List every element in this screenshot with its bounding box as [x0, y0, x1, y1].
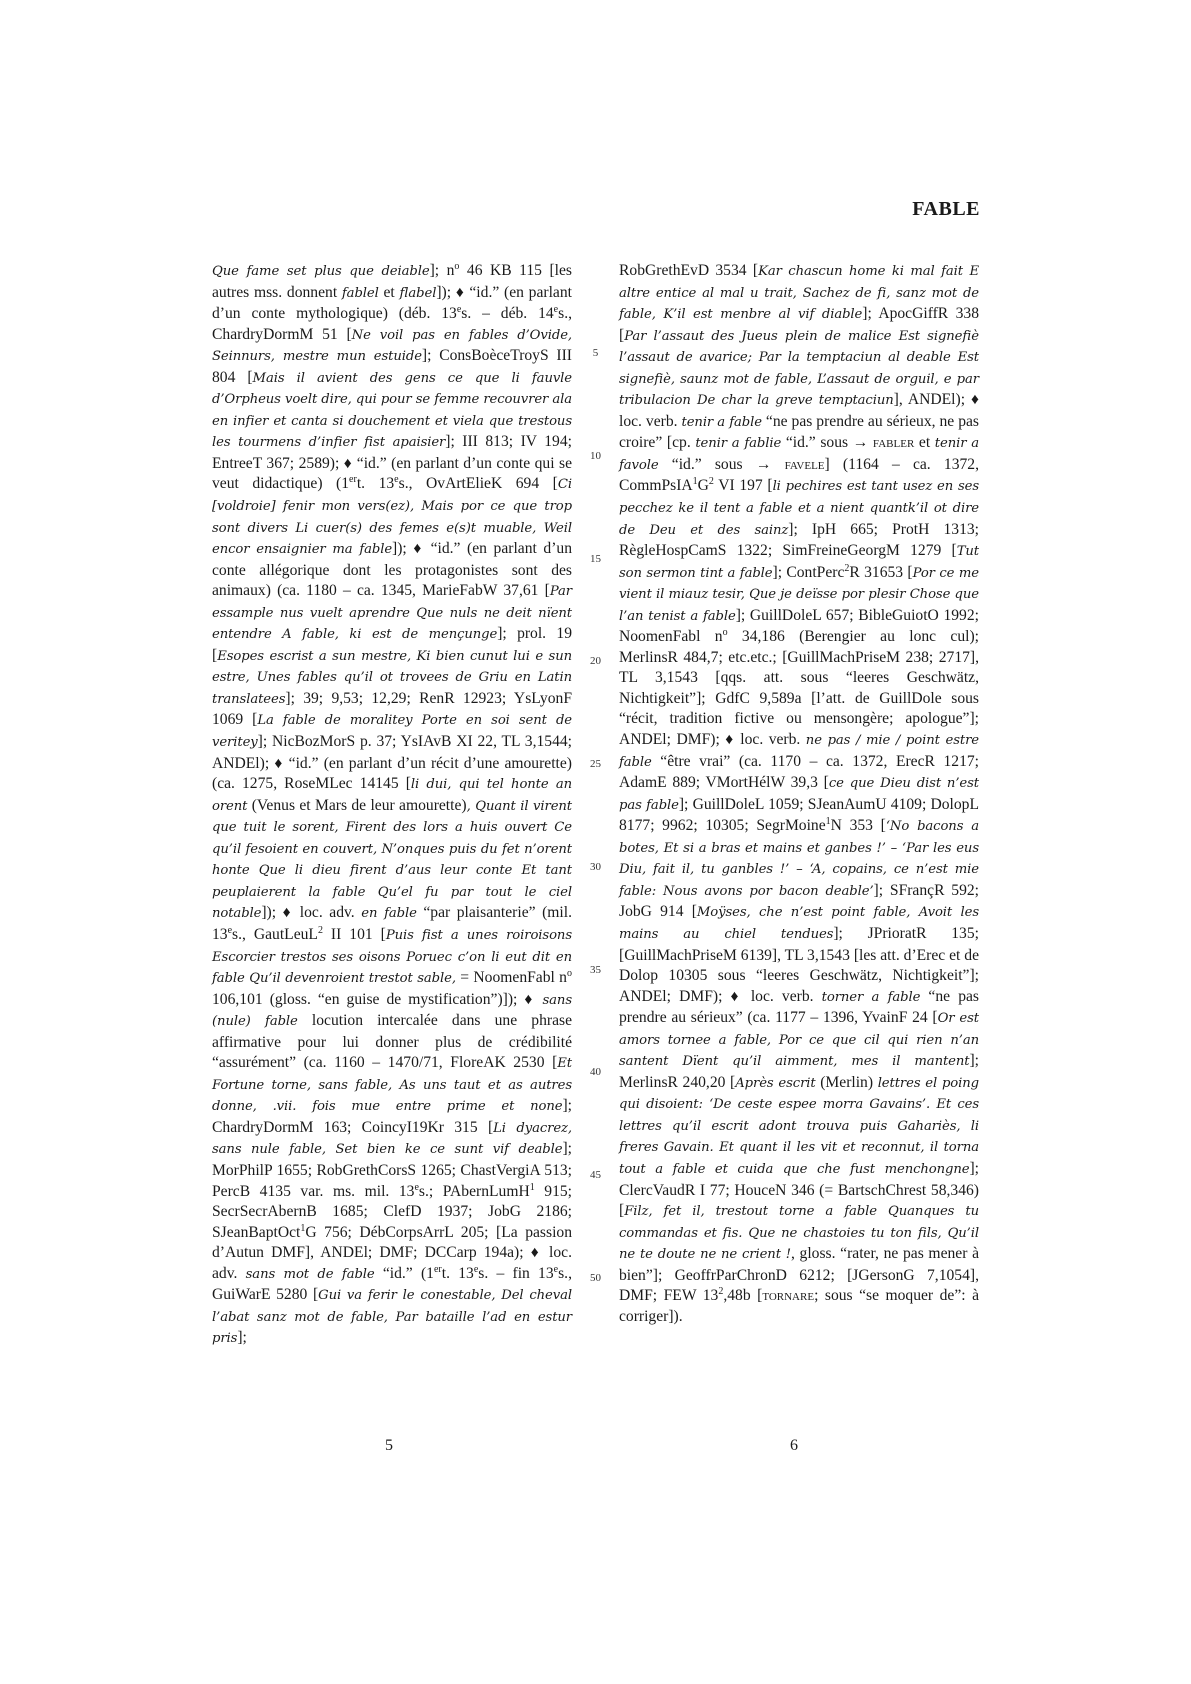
line-number: 35: [590, 963, 601, 976]
line-number: 50: [590, 1271, 601, 1284]
italic-citation: tenir a favole: [619, 436, 979, 473]
italic-citation: Que fame set plus que deiable: [212, 264, 430, 279]
italic-citation: Par essample nus vuelt aprendre Que nuls ne deit nïent entendre A fable, ki est de mençunge: [212, 584, 572, 643]
line-number: 30: [590, 860, 601, 873]
italic-citation: ne pas / mie / point estre fable: [619, 733, 979, 770]
italic-citation: sans mot de fable: [245, 1266, 375, 1282]
italic-citation: Mais il avient des gens ce que li fauvle d’Orpheus voelt dire, qui pour se femme recouvrer ala en infier et canta si douchement et viela que trestous les tourmens d’infier fist apaisier: [212, 370, 573, 451]
italic-citation: Et Fortune torne, sans fable, As uns taut et as autres donne, .vii. fois mue entre prime et none: [212, 1056, 572, 1115]
italic-citation: li dui, qui tel honte an orent: [212, 777, 572, 814]
superscript: o: [722, 627, 728, 639]
italic-citation: lettres el poing qui disoient: ‘De ceste espee morra Gavains’. Et ces lettres qu’il escrit adont trouva puis Gahariès, li freres Gavain. Et quant il les vit et reconnut, il torna tout a fable et cuida que che fust menchongne: [619, 1075, 979, 1177]
small-caps-ref: fabler: [872, 434, 915, 452]
italic-citation: Après escrit: [735, 1075, 816, 1091]
italic-citation: fablel: [341, 285, 379, 301]
superscript: er: [349, 474, 357, 486]
line-number: 40: [590, 1066, 601, 1079]
superscript: e: [456, 303, 462, 315]
italic-citation: Ci [voldroie] fenir mon vers(ez), Mais por ce que trop sont divers Li cuer(s) des femes e(s)t muable, Weil encor ensaignier ma fable: [212, 477, 572, 558]
italic-citation: Puis fist a unes roiroisons Escorcier trestos ses oisons Poruec c’on li eut dit en fable Qu’il devenroient trestot sable,: [212, 927, 572, 987]
right-column: [619, 261, 979, 1327]
superscript: o: [454, 260, 460, 272]
italic-citation: li pechires est tant usez en ses pecchez ke il tent a fable et a nient quantk’il ot dire de Deu et des sainz: [619, 479, 979, 538]
superscript: er: [433, 1263, 442, 1275]
line-number: 45: [590, 1169, 601, 1182]
line-number: 10: [590, 449, 601, 462]
page-headword: FABLE: [912, 198, 980, 220]
line-number-gutter: [572, 261, 619, 1301]
line-number: 20: [590, 655, 601, 668]
italic-citation: ‘No bacons a botes, Et si a bras et mains et ganbes !’ – ‘Par les eus Diu, fait il, tu ganbles !’ – ‘A, copains, ce n’est mie fable: Nous avons por bacon deable’: [619, 819, 979, 899]
superscript: 1: [692, 476, 698, 488]
italic-citation: Gui va ferir le conestable, Del cheval l’abat sanz mot de fable, Par bataille l’ad en estur pris: [212, 1288, 572, 1347]
italic-citation: tenir a fablie: [695, 436, 782, 452]
superscript: e: [553, 1263, 559, 1275]
superscript: 2: [844, 562, 850, 574]
line-number: 15: [590, 552, 601, 565]
page-number-right: 6: [790, 1437, 798, 1454]
superscript: 1: [825, 816, 831, 828]
superscript: 2: [708, 476, 714, 488]
right-column-text: RobGrethEvD 3534 [Kar chascun home ki mal fait E altre entice al mal u trait, Sachez de fi, sanz mot de fable, K’il est menbre al vif diable]; ApocGiffR 338 [Par l’assaut des Jueus plein de malice Est signefiè l’assaut de avarice; Par la temptaciun al deable Est signefiè, saunz mot de fable, L’assaut de orguil, e par tribulacion De char la greve temptaciun], ANDEl); ♦ loc. verb. tenir a fable “ne pas prendre au sérieux, ne pas croire” [cp. tenir a fablie “id.” sous → fabler et tenir a favole “id.” sous → favele] (1164 – ca. 1372, $CommPsIA^1G^2$ VI 197 [li pechires est tant usez en ses pecchez ke il tent a fable et a nient quantk’il ot dire de Deu et des sainz]; IpH 665; ProtH 1313; RègleHospCamS 1322; SimFreineGeorgM 1279 [Tut son sermon tint a fable]; ContPerc$^2$R 31653 [Por ce me vient il miauz tesir, Que je deïsse por plesir Chose que l’an tenist a fable]; GuillDoleL 657; BibleGuiotO 1992; NoomenFabl $n^o$ 34,186 (Berengier au lonc cul); MerlinsR 484,7; etc.etc.; [GuillMachPriseM 238; 2717], TL 3,1543 [qqs. att. sous “leeres Geschwätz, Nichtigkeit”]; GdfC 9,589a [l’att. de GuillDole sous “récit, tradition fictive ou mensongère; apologue”]; ANDEl; DMF); ♦ loc. verb. ne pas / mie / point estre fable “être vrai” (ca. 1170 – ca. 1372, ErecR 1217; AdamE 889; VMortHélW 39,3 [ce que Dieu dist n’est pas fable]; GuillDoleL 1059; SJeanAumU 4109; DolopL 8177; 9962; 10305; SegrMoine$^1$N 353 [‘No bacons a botes, Et si a bras et mains et ganbes !’ – ‘Par les eus Diu, fait il, tu ganbles !’ – ‘A, copains, ce n’est mie fable: Nous avons por bacon deable’]; SFrançR 592; JobG 914 [Moÿses, che n’est point fable, Avoit les mains au chiel tendues]; JPrioratR 135; [GuillMachPriseM 6139], TL 3,1543 [les att. d’Erec et de Dolop 10305 sous “leeres Geschwätz, Nichtigkeit”]; ANDEl; DMF); ♦ loc. verb. torner a fable “ne pas prendre au sérieux” (ca. 1177 – 1396, YvainF 24 [Or est amors tornee a fable, Por ce que cil qui rien n’an santent Dïent qu’il aimment, mes il mantent]; MerlinsR 240,20 [Après escrit (Merlin) lettres el poing qui disoient: ‘De ceste espee morra Gavains’. Et ces lettres qu’il escrit adont trouva puis Gahariès, li freres Gavain. Et quant il les vit et reconnut, il torna tout a fable et cuida que che fust menchongne]; ClercVaudR I 77; HouceN 346 (= BartschChrest 58,346) [Filz, fet il, trestout torne a fable Quanques tu commandas et fis. Que ne chastoies tu ton fils, Qu’il ne te doute ne ne crient !, gloss. “rater, ne pas mener à bien”]; GeoffrParChronD 6212; [JGersonG 7,1054], DMF; FEW $13^2,48b$ [tornare; sous “se moquer de”: à corriger]).: [619, 262, 980, 1325]
superscript: e: [414, 1181, 419, 1193]
italic-citation: torner a fable: [821, 989, 921, 1005]
italic-citation: flabel: [399, 285, 437, 301]
italic-citation: Or est amors tornee a fable, Por ce que cil qui rien n’an santent Dïent qu’il aimment, mes il mantent: [619, 1011, 979, 1070]
italic-citation: , Quant il virent que tuit le sorent, Firent des lors a huis ouvert Ce qu’il fesoient en couvert, N’onques puis du fet n’orent honte Que li dieu firent d’aus leur conte Et tant peuplaierent la fable Qu’el fu par tout le ciel notable: [212, 798, 572, 922]
superscript: e: [394, 474, 399, 486]
superscript: o: [566, 967, 572, 979]
superscript: 1: [300, 1222, 306, 1234]
italic-citation: Ne voil pas en fables d’Ovide, Seinnurs, mestre mun estuide: [212, 327, 572, 365]
superscript: e: [473, 1263, 479, 1275]
superscript: e: [227, 924, 233, 936]
line-number: 25: [590, 758, 601, 771]
italic-citation: ce que Dieu dist n’est pas fable: [619, 776, 979, 813]
left-column-text: Que fame set plus que deiable]; $n^o$ 46 KB 115 [les autres mss. donnent fablel et flabel]); ♦ “id.” (en parlant d’un conte mythologique) (déb. 13es. – déb. 14es., ChardryDormM 51 [Ne voil pas en fables d’Ovide, Seinnurs, mestre mun estuide]; ConsBoèceTroyS III 804 [Mais il avient des gens ce que li fauvle d’Orpheus voelt dire, qui pour se femme recouvrer ala en infier et canta si douchement et viela que trestous les tourmens d’infier fist apaisier]; III 813; IV 194; EntreeT 367; 2589); ♦ “id.” (en parlant d’un conte qui se veut didactique) (1ert. 13es., OvArtElieK 694 [Ci [voldroie] fenir mon vers(ez), Mais por ce que trop sont divers Li cuer(s) des femes e(s)t muable, Weil encor ensaignier ma fable]); ♦ “id.” (en parlant d’un conte allégorique dont les protagonistes sont des animaux) (ca. 1180 – ca. 1345, MarieFabW 37,61 [Par essample nus vuelt aprendre Que nuls ne deit nïent entendre A fable, ki est de mençunge]; prol. 19 [Esopes escrist a sun mestre, Ki bien cunut lui e sun estre, Unes fables qu’il ot trovees de Griu en Latin translatees]; 39; 9,53; 12,29; RenR 12923; YsLyonF 1069 [La fable de moralitey Porte en soi sent de veritey]; NicBozMorS p. 37; YsIAvB XI 22, TL 3,1544; ANDEl); ♦ “id.” (en parlant d’un récit d’une amourette) (ca. 1275, RoseMLec 14145 [li dui, qui tel honte an orent (Venus et Mars de leur amourette), Quant il virent que tuit le sorent, Firent des lors a huis ouvert Ce qu’il fesoient en couvert, N’onques puis du fet n’orent honte Que li dieu firent d’aus leur conte Et tant peuplaierent la fable Qu’el fu par tout le ciel notable]); ♦ loc. adv. en fable “par plaisanterie” (mil. 13es., GautLeuL$^2$ II 101 [Puis fist a unes roiroisons Escorcier trestos ses oisons Poruec c’on li eut dit en fable Qu’il devenroient trestot sable, = NoomenFabl $n^o$ 106,101 (gloss. “en guise de mystification”)]); ♦ sans (nule) fable locution intercalée dans une phrase affirmative pour lui donner plus de crédibilité “assurément” (ca. 1160 – 1470/71, FloreAK 2530 [Et Fortune torne, sans fable, As uns taut et as autres donne, .vii. fois mue entre prime et none]; ChardryDormM 163; CoincyI19Kr 315 [Li dyacrez, sans nule fable, Set bien ke ce sunt vif deable]; MorPhilP 1655; RobGrethCorsS 1265; ChastVergiA 513; PercB 4135 var. ms. mil. 13es.; PAbernLumH$^1$ 915; SecrSecrAbernB 1685; ClefD 1937; JobG 2186; SJeanBaptOct$^1$G 756; DébCorpsArrL 205; [La passion d’Autun DMF], ANDEl; DMF; DCCarp 194a); ♦ loc. adv. sans mot de fable “id.” (1ert. 13es. – fin 13es., GuiWarE 5280 [Gui va ferir le conestable, Del cheval l’abat sanz mot de fable, Par bataille l’ad en estur pris];: [212, 260, 573, 1347]
superscript: 2: [718, 1286, 724, 1298]
superscript: 1: [529, 1181, 535, 1193]
small-caps-ref: tornare: [762, 1287, 815, 1305]
superscript: e: [553, 303, 559, 315]
italic-citation: La fable de moralitey Porte en soi sent de veritey: [212, 713, 573, 751]
italic-citation: Por ce me vient il miauz tesir, Que je deïsse por plesir Chose que l’an tenist a fable: [619, 565, 979, 624]
italic-citation: sans (nule) fable: [212, 992, 572, 1030]
small-caps-ref: favele: [784, 455, 825, 473]
italic-citation: Filz, fet il, trestout torne a fable Quanques tu commandas et fis. Que ne chastoies tu ton fils, Qu’il ne te doute ne ne crient !: [619, 1204, 979, 1263]
italic-citation: Moÿses, che n’est point fable, Avoit les mains au chiel tendues: [619, 905, 979, 942]
italic-citation: Li dyacrez, sans nule fable, Set bien ke ce sunt vif deable: [212, 1120, 572, 1158]
italic-citation: Par l’assaut des Jueus plein de malice Est signefiè l’assaut de avarice; Par la temptaciun al deable Est signefiè, saunz mot de fable, L’assaut de orguil, e par tribulacion De char la greve temptaciun: [619, 328, 979, 409]
line-number: 5: [592, 347, 599, 360]
left-column: [212, 261, 572, 1350]
superscript: 2: [317, 924, 323, 936]
page-number-left: 5: [385, 1437, 393, 1454]
italic-citation: Kar chascun home ki mal fait E altre entice al mal u trait, Sachez de fi, sanz mot de fable, K’il est menbre al vif diable: [619, 264, 979, 323]
italic-citation: Esopes escrist a sun mestre, Ki bien cunut lui e sun estre, Unes fables qu’il ot trovees de Griu en Latin translatees: [212, 648, 572, 707]
italic-citation: en fable: [361, 906, 417, 922]
italic-citation: tenir a fable: [681, 414, 762, 430]
italic-citation: Tut son sermon tint a fable: [619, 544, 979, 581]
